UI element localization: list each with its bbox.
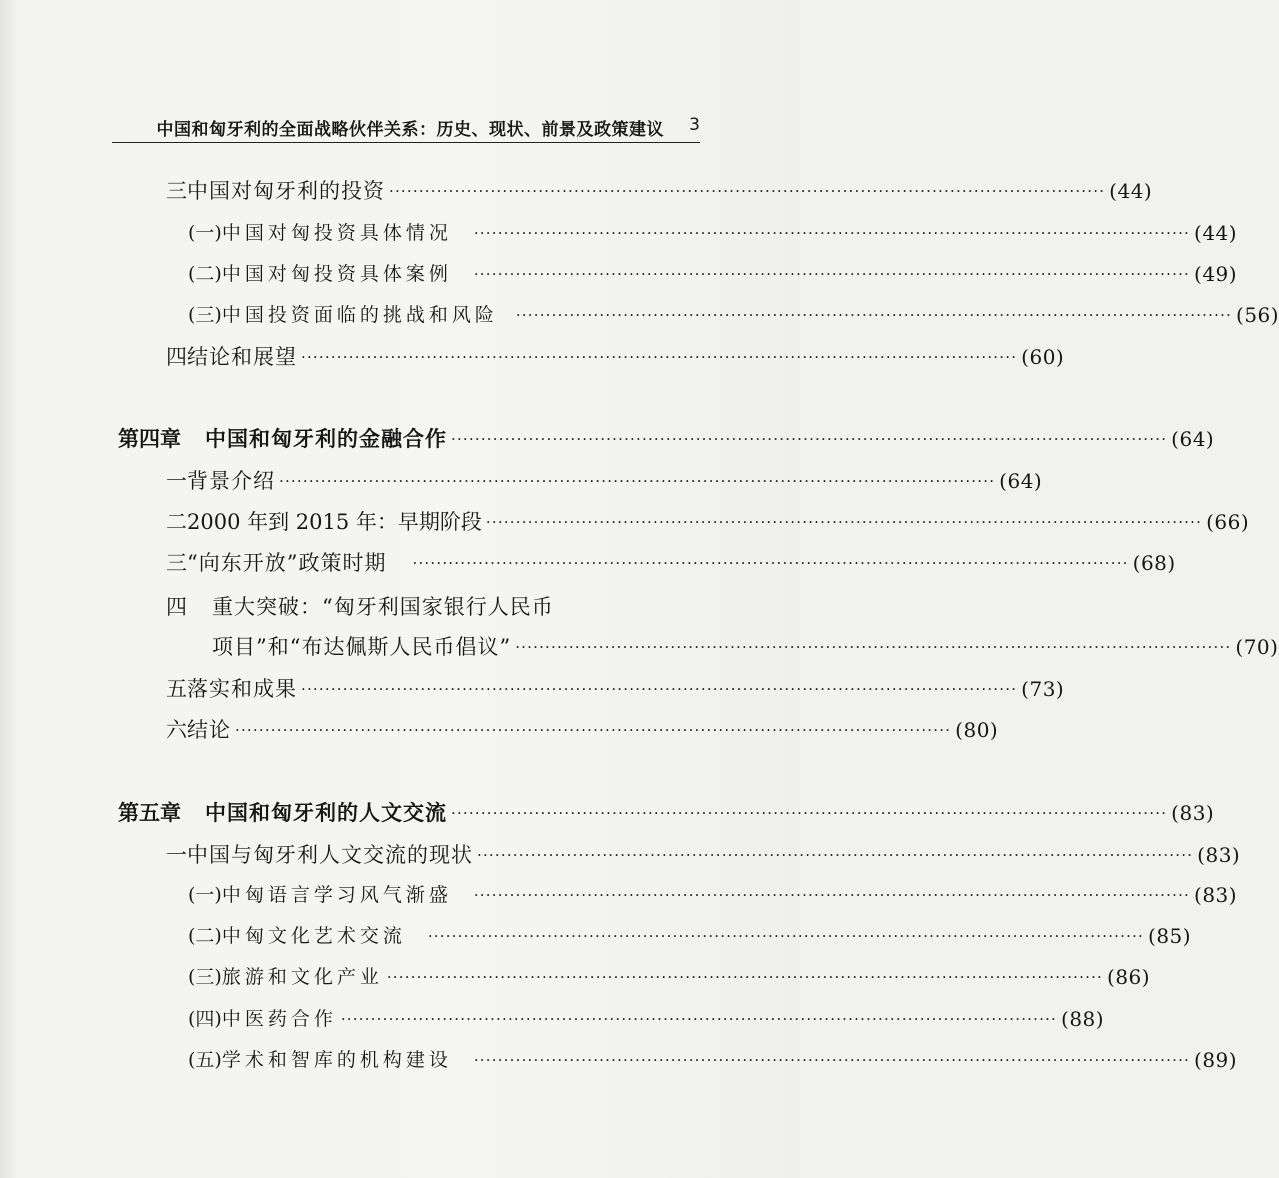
toc-leader-dots: ························································································································ xyxy=(389,182,1106,200)
toc-chapter-entry[interactable] xyxy=(118,796,1215,830)
toc-leader-dots: ························································································································ xyxy=(235,721,952,739)
toc-entry-title: 中匈语言学习风气渐盛 xyxy=(221,884,452,906)
toc-entry[interactable] xyxy=(188,919,1192,953)
toc-leader-dots: ························································································································ xyxy=(485,513,1203,531)
toc-entry[interactable] xyxy=(166,713,999,747)
toc-entry-page: (56) xyxy=(1236,303,1279,327)
toc-chapter-entry[interactable] xyxy=(118,422,1215,456)
toc-entry-number: (二) xyxy=(188,263,222,285)
toc-leader-dots: ························································································································ xyxy=(412,554,1129,572)
toc-chapter-title: 中国和匈牙利的人文交流 xyxy=(205,801,447,825)
toc-leader-dots: ························································································································ xyxy=(473,1051,1191,1069)
toc-entry[interactable] xyxy=(166,590,662,624)
toc-entry[interactable] xyxy=(188,257,1238,291)
toc-entry-page: (66) xyxy=(1206,510,1250,534)
running-header-title: 中国和匈牙利的全面战略伙伴关系：历史、现状、前景及政策建议 xyxy=(156,120,664,140)
toc-entry[interactable] xyxy=(166,505,1250,539)
toc-entry[interactable] xyxy=(166,546,1176,580)
toc-entry-page: (88) xyxy=(1061,1007,1105,1031)
toc-leader-dots: ························································································································ xyxy=(386,968,1104,986)
toc-entry-page: (70) xyxy=(1235,635,1279,659)
toc-leader-dots: ························································································································ xyxy=(477,846,1194,864)
toc-entry-title: 中国对匈投资具体情况 xyxy=(221,222,452,244)
toc-chapter-number: 第四章 xyxy=(118,427,181,451)
toc-entry-title: 背景介绍 xyxy=(187,469,275,493)
toc-entry[interactable] xyxy=(166,838,1241,872)
toc-entry-number: (二) xyxy=(188,925,222,947)
toc-entry-title: 重大突破：“匈牙利国家银行人民币 xyxy=(212,595,554,619)
toc-entry-number: 一 xyxy=(166,843,187,867)
toc-entry-number: (一) xyxy=(188,884,222,906)
toc-entry-number: 一 xyxy=(166,469,187,493)
toc-leader-dots: ························································································································ xyxy=(473,886,1191,904)
toc-entry-number: 二 xyxy=(166,510,187,534)
toc-entry-page: (83) xyxy=(1171,801,1215,825)
running-header-page-number: 3 xyxy=(689,115,700,135)
toc-entry-page: (64) xyxy=(1171,427,1215,451)
toc-entry-page: (85) xyxy=(1148,924,1192,948)
toc-entry-number: (三) xyxy=(188,304,222,326)
toc-entry-title: 学术和智库的机构建设 xyxy=(221,1049,452,1071)
toc-entry-number: (一) xyxy=(188,222,222,244)
toc-entry-page: (68) xyxy=(1132,551,1176,575)
toc-entry-title: 中国投资面临的挑战和风险 xyxy=(221,304,498,326)
toc-entry-page: (80) xyxy=(955,718,999,742)
toc-entry[interactable] xyxy=(166,464,1043,498)
toc-entry-page: (64) xyxy=(999,469,1043,493)
toc-entry[interactable] xyxy=(188,216,1238,250)
toc-leader-dots: ························································································································ xyxy=(279,472,996,490)
toc-entry-page: (49) xyxy=(1194,262,1238,286)
toc-entry-title: 项目”和“布达佩斯人民币倡议” xyxy=(212,635,512,659)
toc-leader-dots: ························································································································ xyxy=(473,265,1191,283)
toc-entry[interactable] xyxy=(188,1043,1238,1077)
toc-entry[interactable] xyxy=(166,174,1153,208)
toc-entry-title: 中医药合作 xyxy=(221,1008,337,1030)
toc-entry[interactable] xyxy=(188,878,1238,912)
toc-entry-number: (四) xyxy=(188,1008,222,1030)
toc-leader-dots: ························································································································ xyxy=(427,927,1145,945)
toc-leader-dots: ························································································································ xyxy=(451,430,1168,448)
toc-entry-title: “向东开放”政策时期 xyxy=(187,551,387,575)
toc-entry-title: 中国与匈牙利人文交流的现状 xyxy=(187,843,473,867)
toc-leader-dots: ························································································································ xyxy=(301,348,1018,366)
toc-entry[interactable] xyxy=(188,960,1151,994)
running-header xyxy=(112,112,700,143)
toc-entry-page: (86) xyxy=(1107,965,1151,989)
toc-entry-continuation[interactable] xyxy=(212,630,1279,664)
toc-entry[interactable] xyxy=(166,340,1065,374)
toc-entry-page: (73) xyxy=(1021,677,1065,701)
toc-entry-number: 六 xyxy=(166,718,187,742)
toc-entry-page: (89) xyxy=(1194,1048,1238,1072)
toc-entry-title: 结论和展望 xyxy=(187,345,297,369)
toc-chapter-title: 中国和匈牙利的金融合作 xyxy=(205,427,447,451)
toc-leader-dots: ························································································································ xyxy=(515,306,1233,324)
toc-entry-page: (44) xyxy=(1194,221,1238,245)
toc-entry[interactable] xyxy=(188,1002,1105,1036)
toc-entry-title: 中匈文化艺术交流 xyxy=(221,925,406,947)
toc-entry-title: 结论 xyxy=(187,718,231,742)
toc-leader-dots: ························································································································ xyxy=(301,680,1018,698)
toc-entry-title: 中国对匈牙利的投资 xyxy=(187,179,385,203)
toc-entry-number: 三 xyxy=(166,179,187,203)
toc-entry-number: 四 xyxy=(166,345,187,369)
toc-leader-dots: ························································································································ xyxy=(451,804,1168,822)
toc-entry-number: (五) xyxy=(188,1049,222,1071)
toc-entry-number: 三 xyxy=(166,551,187,575)
toc-entry-title: 落实和成果 xyxy=(187,677,297,701)
toc-leader-dots: ························································································································ xyxy=(515,638,1232,656)
toc-entry-number: 五 xyxy=(166,677,187,701)
toc-entry-title: 2000 年到 2015 年：早期阶段 xyxy=(187,510,482,534)
toc-entry[interactable] xyxy=(188,298,1279,332)
toc-entry-number: 四 xyxy=(166,595,187,619)
toc-chapter-number: 第五章 xyxy=(118,801,181,825)
toc-entry-page: (83) xyxy=(1197,843,1241,867)
toc-entry[interactable] xyxy=(166,672,1065,706)
toc-leader-dots: ························································································································ xyxy=(473,224,1191,242)
toc-leader-dots: ························································································································ xyxy=(340,1010,1058,1028)
toc-entry-title: 中国对匈投资具体案例 xyxy=(221,263,452,285)
toc-entry-page: (44) xyxy=(1109,179,1153,203)
toc-entry-number: (三) xyxy=(188,966,222,988)
toc-entry-page: (83) xyxy=(1194,883,1238,907)
toc-entry-title: 旅游和文化产业 xyxy=(221,966,383,988)
toc-entry-page: (60) xyxy=(1021,345,1065,369)
